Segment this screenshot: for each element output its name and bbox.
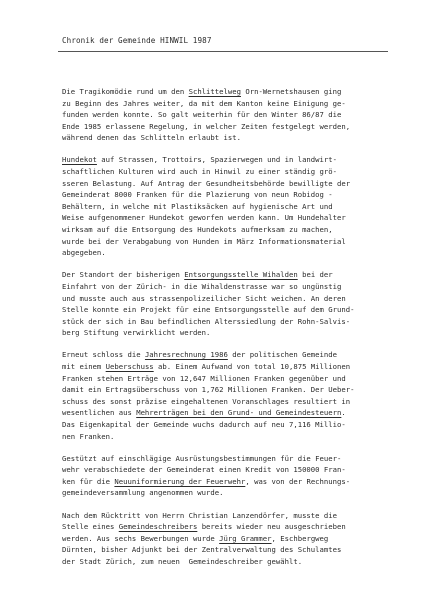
text-line	[62, 281, 402, 293]
text-segment: sseren Belastung. Auf Antrag der Gesundheitsbehörde bewilligte der	[62, 178, 351, 188]
text-segment: bei der	[297, 270, 333, 280]
text-line	[62, 132, 402, 144]
text-line	[62, 476, 402, 488]
header-divider	[58, 51, 388, 52]
underlined-term: Jahresrechnung 1986	[144, 350, 228, 360]
text-line	[62, 154, 402, 166]
text-line	[62, 431, 402, 443]
text-line	[62, 121, 402, 133]
text-segment: Stelle konnte ein Projekt für eine Entsorgungsstelle auf dem Grund-	[62, 305, 355, 315]
page-header-title: Chronik der Gemeinde HINWIL 1987	[62, 36, 212, 45]
text-segment: funden werden konnte. So galt weiterhin für den Winter 86/87 die	[62, 110, 342, 120]
text-segment: wirksam auf die Entsorgung des Hundekots aufmerksam zu machen,	[62, 225, 333, 235]
text-segment: Nach dem Rücktritt von Herrn Christian Lanzendörfer, musste die	[62, 510, 337, 520]
text-line	[62, 453, 402, 465]
text-line	[62, 419, 402, 431]
text-segment: Die Tragikomödie rund um den	[62, 87, 189, 96]
text-line	[62, 361, 402, 373]
text-segment: stück der sich in Bau befindlichen Alterssiedlung der Rohn-Salvis-	[62, 316, 351, 326]
paragraph	[62, 349, 402, 442]
text-segment: nen Franken.	[62, 431, 115, 441]
text-segment: Stelle eines	[62, 522, 119, 532]
text-segment: abgegeben.	[62, 248, 106, 258]
text-segment: ken für die	[62, 476, 115, 486]
text-line	[62, 98, 402, 110]
text-line	[62, 373, 402, 385]
text-segment: berg Stiftung verwirklicht werden.	[62, 328, 211, 338]
text-line	[62, 166, 402, 178]
text-line	[62, 178, 402, 190]
text-segment: Der Standort der bisherigen	[62, 270, 185, 280]
text-segment: schaftlichen Kulturen wird auch in Hinwil zu einer ständig grö-	[62, 167, 337, 177]
text-line	[62, 212, 402, 224]
text-segment: , Eschbergweg	[271, 533, 329, 543]
text-segment: wehr verabschiedete der Gemeinderat einen Kredit von 150000 Fran-	[62, 465, 346, 475]
text-segment: während denen das Schlitteln erlaubt ist.	[62, 133, 241, 143]
text-segment: und musste auch aus strassenpolizeilicher Sicht weichen. An deren	[62, 293, 346, 303]
text-line	[62, 236, 402, 248]
text-segment: wurde bei der Verabgabung von Hunden im März Informationsmaterial	[62, 236, 346, 246]
text-segment: Das Eigenkapital der Gemeinde wuchs dadurch auf neu 7,116 Millio-	[62, 419, 346, 429]
underlined-term: Entsorgungsstelle Wihalden	[184, 270, 298, 280]
text-segment: mit einem	[62, 361, 106, 371]
paragraph	[62, 510, 402, 568]
text-line	[62, 109, 402, 121]
paragraph	[62, 453, 402, 499]
text-segment: der Stadt Zürich, zum neuen Gemeindeschreiber gewählt.	[62, 556, 303, 566]
text-segment: der politischen Gemeinde	[227, 350, 337, 360]
text-line	[62, 201, 402, 213]
text-line	[62, 293, 402, 305]
text-segment: Erneut schloss die	[62, 350, 145, 360]
text-segment: Orn-Wernetshausen ging	[240, 87, 342, 96]
text-line	[62, 510, 402, 522]
text-segment: Gestützt auf einschlägige Ausrüstungsbestimmungen für die Feuer-	[62, 453, 342, 463]
text-segment: wesentlichen aus	[62, 408, 137, 418]
underlined-term: Schlittelweg	[188, 87, 241, 96]
paragraph	[62, 269, 402, 339]
text-segment: schuss des sonst präzise eingehaltenen Voranschlages resultiert in	[62, 396, 351, 406]
underlined-term: Gemeindeschreibers	[118, 522, 198, 532]
document-body	[62, 86, 402, 578]
text-line	[62, 407, 402, 419]
text-segment: Behältern, in welche mit Plastiksäcken auf hygienische Art und	[62, 201, 333, 211]
text-line	[62, 396, 402, 408]
text-segment: werden. Aus sechs Bewerbungen wurde	[62, 533, 220, 543]
text-line	[62, 269, 402, 281]
text-segment: gemeindeversammlung angenommen wurde.	[62, 488, 224, 498]
text-line	[62, 533, 402, 545]
text-segment: bereits wieder neu ausgeschrieben	[197, 522, 346, 532]
underlined-term: Jürg Grammer	[219, 533, 272, 543]
text-line	[62, 189, 402, 201]
text-segment: ab. Einem Aufwand von total 10,875 Millionen	[153, 361, 351, 371]
text-line	[62, 316, 402, 328]
text-line	[62, 349, 402, 361]
text-line	[62, 224, 402, 236]
text-line	[62, 86, 402, 98]
text-segment: Weise aufgenommener Hundekot geworfen werden kann. Um Hundehalter	[62, 213, 346, 223]
text-line	[62, 304, 402, 316]
text-segment: Einfahrt von der Zürich- in die Wihaldenstrasse war so ungünstig	[62, 281, 342, 291]
text-segment: Franken stehen Erträge von 12,647 Millionen Franken gegenüber und	[62, 373, 346, 383]
text-segment: auf Strassen, Trottoirs, Spazierwegen und in landwirt-	[96, 155, 337, 165]
underlined-term: Hundekot	[62, 155, 97, 165]
text-line	[62, 521, 402, 533]
text-segment: , was von der Rechnungs-	[245, 476, 351, 486]
text-line	[62, 487, 402, 499]
underlined-term: Neuuniformierung der Feuerwehr	[114, 476, 246, 486]
underlined-term: Mehrerträgen bei den Grund- und Gemeindesteuern	[136, 408, 342, 418]
text-line	[62, 327, 402, 339]
text-line	[62, 556, 402, 568]
text-line	[62, 384, 402, 396]
text-line	[62, 544, 402, 556]
paragraph	[62, 154, 402, 258]
text-segment: zu Beginn des Jahres weiter, da mit dem Kanton keine Einigung ge-	[62, 98, 346, 108]
text-segment: Dürnten, bisher Adjunkt bei der Zentralverwaltung des Schulamtes	[62, 545, 342, 555]
text-segment: Ende 1985 erlassene Regelung, in welcher Zeiten festgelegt werden,	[62, 121, 351, 131]
underlined-term: Ueberschuss	[105, 361, 154, 371]
paragraph	[62, 86, 402, 144]
text-line	[62, 464, 402, 476]
text-line	[62, 247, 402, 259]
text-segment: .	[341, 408, 346, 418]
text-segment: damit ein Ertragsüberschuss von 1,762 Millionen Franken. Der Ueber-	[62, 385, 355, 395]
text-segment: Gemeinderat 8000 Franken für die Plazierung von neun Robidog -	[62, 190, 333, 200]
